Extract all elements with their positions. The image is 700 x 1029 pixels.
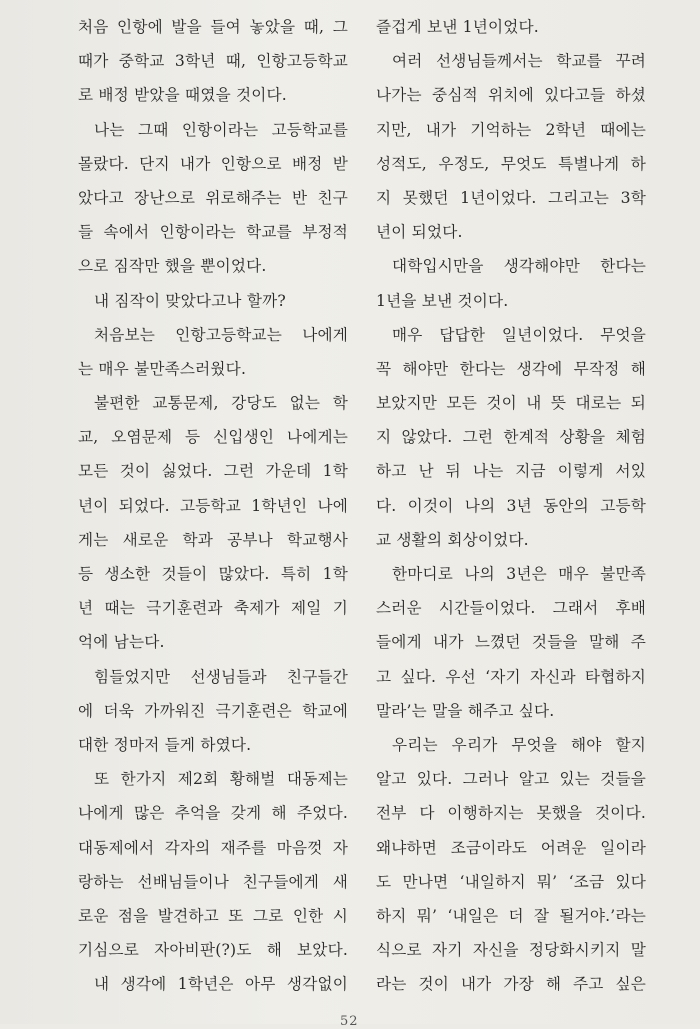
text-line: 하지 뭐’ ‘내일은 더 잘 될거야.’라는 xyxy=(376,906,646,925)
left-text-column xyxy=(78,10,348,1001)
text-line: 모든 것이 싫었다. 그런 가운데 1학 xyxy=(78,462,348,481)
text-line: 고 싶다. 우선 ‘자기 자신과 타협하지 xyxy=(376,667,646,686)
text-line: 전부 다 이행하지는 못했을 것이다. xyxy=(376,804,646,823)
text-line: 대학입시만을 생각해야만 한다는 xyxy=(392,257,646,276)
text-line: 성적도, 우정도, 무엇도 특별나게 하 xyxy=(376,154,646,173)
text-line: 매우 답답한 일년이었다. 무엇을 xyxy=(392,325,646,344)
text-line: 라는 것이 내가 가장 해 주고 싶은 xyxy=(376,975,646,994)
text-line: 불편한 교통문제, 강당도 없는 학 xyxy=(94,394,348,413)
page-number: 52 xyxy=(340,1014,359,1029)
text-line: 억에 남는다. xyxy=(78,633,165,652)
text-line: 대한 정마저 들게 하였다. xyxy=(78,735,252,754)
text-line: 기심으로 자아비판(?)도 해 보았다. xyxy=(78,941,348,960)
text-line: 지 못했던 1년이었다. 그리고는 3학 xyxy=(376,188,646,207)
text-line: 여러 선생님들께서는 학교를 꾸려 xyxy=(392,52,646,71)
text-line: 힘들었지만 선생님들과 친구들간 xyxy=(94,667,348,686)
text-line: 즐겁게 보낸 1년이었다. xyxy=(376,18,539,36)
text-line: 또 한가지 제2회 황해벌 대동제는 xyxy=(94,770,348,789)
text-line: 처음 인항에 발을 들여 놓았을 때, 그 xyxy=(78,18,348,36)
text-line: 보았지만 모든 것이 내 뜻 대로는 되 xyxy=(376,394,646,413)
text-line: 나가는 중심적 위치에 있다고들 하셨 xyxy=(376,86,646,105)
text-line: 았다고 장난으로 위로해주는 반 친구 xyxy=(78,188,348,207)
text-line: 나에게 많은 추억을 갖게 해 주었다. xyxy=(78,804,348,823)
text-line: 1년을 보낸 것이다. xyxy=(376,291,509,310)
text-line: 내 짐작이 맞았다고나 할까? xyxy=(94,291,286,310)
right-text-column xyxy=(376,10,646,1001)
text-line: 때가 중학교 3학년 때, 인항고등학교 xyxy=(78,52,348,71)
text-line: 스러운 시간들이었다. 그래서 후배 xyxy=(376,599,646,618)
text-line: 교, 오염문제 등 신입생인 나에게는 xyxy=(78,428,348,447)
text-line: 년 때는 극기훈련과 축제가 제일 기 xyxy=(78,599,348,618)
text-line: 년이 되었다. 고등학교 1학년인 나에 xyxy=(78,496,348,515)
text-line: 몰랐다. 단지 내가 인항으로 배정 받 xyxy=(78,154,348,173)
text-line: 꼭 해야만 한다는 생각에 무작정 해 xyxy=(376,359,646,378)
text-line: 내 생각에 1학년은 아무 생각없이 xyxy=(94,975,348,994)
text-line: 대동제에서 각자의 재주를 마음껏 자 xyxy=(78,838,348,857)
text-line: 교 생활의 회상이었다. xyxy=(376,530,529,549)
text-line: 처음보는 인항고등학교는 나에게 xyxy=(94,325,348,344)
text-line: 지만, 내가 기억하는 2학년 때에는 xyxy=(376,120,646,139)
text-line: 다. 이것이 나의 3년 동안의 고등학 xyxy=(376,496,646,515)
text-line: 하고 난 뒤 나는 지금 이렇게 서있 xyxy=(376,462,646,481)
text-line: 로운 점을 발견하고 또 그로 인한 시 xyxy=(78,906,348,925)
text-line: 지 않았다. 그런 한계적 상황을 체험 xyxy=(376,428,646,447)
text-line: 로 배정 받았을 때였을 것이다. xyxy=(78,86,287,105)
text-line: 우리는 우리가 무엇을 해야 할지 xyxy=(392,735,646,754)
text-line: 식으로 자기 자신을 정당화시키지 말 xyxy=(376,941,646,960)
text-line: 에 더욱 가까워진 극기훈련은 학교에 xyxy=(78,701,348,720)
text-line: 나는 그때 인항이라는 고등학교를 xyxy=(94,120,348,139)
text-line: 왜냐하면 조금이라도 어려운 일이라 xyxy=(376,838,646,857)
text-line: 도 만나면 ‘내일하지 뭐’ ‘조금 있다 xyxy=(376,872,646,891)
text-line: 등 생소한 것들이 많았다. 특히 1학 xyxy=(78,565,348,583)
text-line: 는 매우 불만족스러웠다. xyxy=(78,359,247,378)
text-line: 한마디로 나의 3년은 매우 불만족 xyxy=(392,565,646,583)
text-line: 게는 새로운 학과 공부나 학교행사 xyxy=(78,530,348,549)
text-line: 들 속에서 인항이라는 학교를 부정적 xyxy=(78,223,348,242)
text-line: 알고 있다. 그러나 알고 있는 것들을 xyxy=(376,770,646,789)
text-line: 랑하는 선배님들이나 친구들에게 새 xyxy=(78,872,348,891)
text-line: 말라’는 말을 해주고 싶다. xyxy=(376,701,555,720)
text-line: 년이 되었다. xyxy=(376,223,463,242)
text-line: 으로 짐작만 했을 뿐이었다. xyxy=(78,257,267,276)
text-line: 들에게 내가 느꼈던 것들을 말해 주 xyxy=(376,633,646,652)
